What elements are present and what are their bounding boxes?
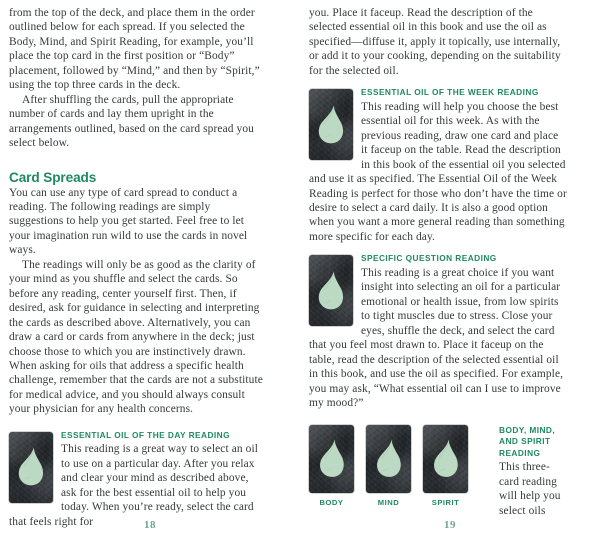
spread-card-mind[interactable] [366, 425, 411, 507]
oil-drop-icon [316, 438, 347, 479]
paragraph-continuation-right: you. Place it faceup. Read the description of the selected essential oil in this book and use the oil as specified—diffuse it, apply it topically, use internally, or add it to your cooking, depending on the suitability for the selected oil. [309, 7, 561, 77]
reading-block-day [9, 430, 267, 529]
page-right [300, 0, 600, 545]
oil-drop-card[interactable] [309, 89, 353, 160]
spacer [9, 151, 267, 170]
reading-text-question: This reading is a great choice if you want insight into selecting an oil for a particular emotional or health issue, from low spirits to tight muscles due to stress. Close your eyes, shuffle the deck, and select the card that you feel most drawn to. Place it faceup on the table, read the description of the selected essential oil in this book, and use the oil as specified. For example, you may ask, “What essential oil can I use to improve my mood?” [309, 266, 564, 410]
spread-label-body: BODY [319, 497, 344, 507]
spacer [309, 78, 567, 87]
oil-drop-icon [373, 438, 404, 479]
page-title: Card Spreads [9, 169, 97, 185]
oil-drop-card[interactable] [9, 432, 53, 503]
spread-label-mind: MIND [377, 497, 400, 507]
paragraph-continuation: from the top of the deck, and place them in the order outlined below for each spread. If you selected the Body, Mind, and Spirit Reading, for example, you’ll place the top card in the first position or “Body” placement, followed by “Mind,” and then by “Spirit,” using the top three cards in the deck. [9, 7, 260, 92]
spread-card-spirit[interactable] [423, 425, 468, 507]
right-column [309, 6, 567, 517]
reading-block-question [309, 253, 567, 410]
spread-label-spirit: SPIRIT [431, 497, 460, 507]
reading-block-week [309, 87, 567, 244]
reading-kicker-question: SPECIFIC QUESTION READING [361, 253, 497, 264]
oil-drop-card[interactable] [366, 425, 411, 493]
spread-card-body[interactable] [309, 425, 354, 507]
paragraph-shuffling: After shuffling the cards, pull the appropriate number of cards and lay them upright in the arrangements outlined, based on the card spread you select below. [9, 93, 254, 150]
reading-text-day: This reading is a great way to select an oil to use on a particular day. After you relax and clear your mind as described above, ask for the best essential oil to help you today. When you’re ready, select the card that feels right for [9, 443, 259, 528]
paragraph-clarity: The readings will only be as good as the clarity of your mind as you shuffle and select the cards. So before any reading, center yourself first. Then, if desired, ask for guidance in selecting and interpreting the cards as described above. Alternatively, you can draw a card or cards from anywhere in the deck; just choose those to which you are instinctively drawn. When asking for oils that address a specific health challenge, remember that the cards are not a substitute for medical advice, and you should always consult your physician for any health concerns. [9, 258, 263, 416]
spacer [309, 244, 567, 253]
reading-kicker-day: ESSENTIAL OIL OF THE DAY READING [61, 429, 230, 440]
oil-drop-card[interactable] [309, 425, 354, 493]
page-number-left: 18 [144, 519, 156, 531]
reading-kicker-week: ESSENTIAL OIL OF THE WEEK READING [361, 87, 539, 98]
oil-drop-card[interactable] [423, 425, 468, 493]
three-card-spread [309, 425, 468, 507]
oil-drop-icon [316, 104, 346, 146]
oil-drop-card[interactable] [309, 255, 353, 326]
oil-drop-icon [16, 446, 46, 488]
oil-drop-icon [316, 270, 346, 312]
reading-text-week: This reading will help you choose the best essential oil for this week. As with the previous reading, draw one card and place it faceup on the table. Read the description in this book of the essential oil you selected and use it as specified. The Essential Oil of the Week Reading is perfect for those who don’t have the time or desire to select a card daily. It is also a good option when you want a more general reading than something more specific for each day. [309, 100, 567, 243]
reading-text-spread: This three-card reading will help you select oils [499, 461, 561, 517]
paragraph-card-spread-intro: You can use any type of card spread to conduct a reading. The following readings are simply suggestions to help you get started. Feel free to let your imagination run wild to use the cards in novel ways. [9, 186, 248, 257]
reading-block-spread [309, 425, 567, 519]
page-number-right: 19 [444, 519, 456, 531]
oil-drop-icon [430, 438, 461, 479]
spacer [9, 417, 267, 430]
reading-kicker-spread: BODY, MIND, AND SPIRIT READING [499, 424, 556, 458]
spread-text-wrap [499, 425, 567, 519]
